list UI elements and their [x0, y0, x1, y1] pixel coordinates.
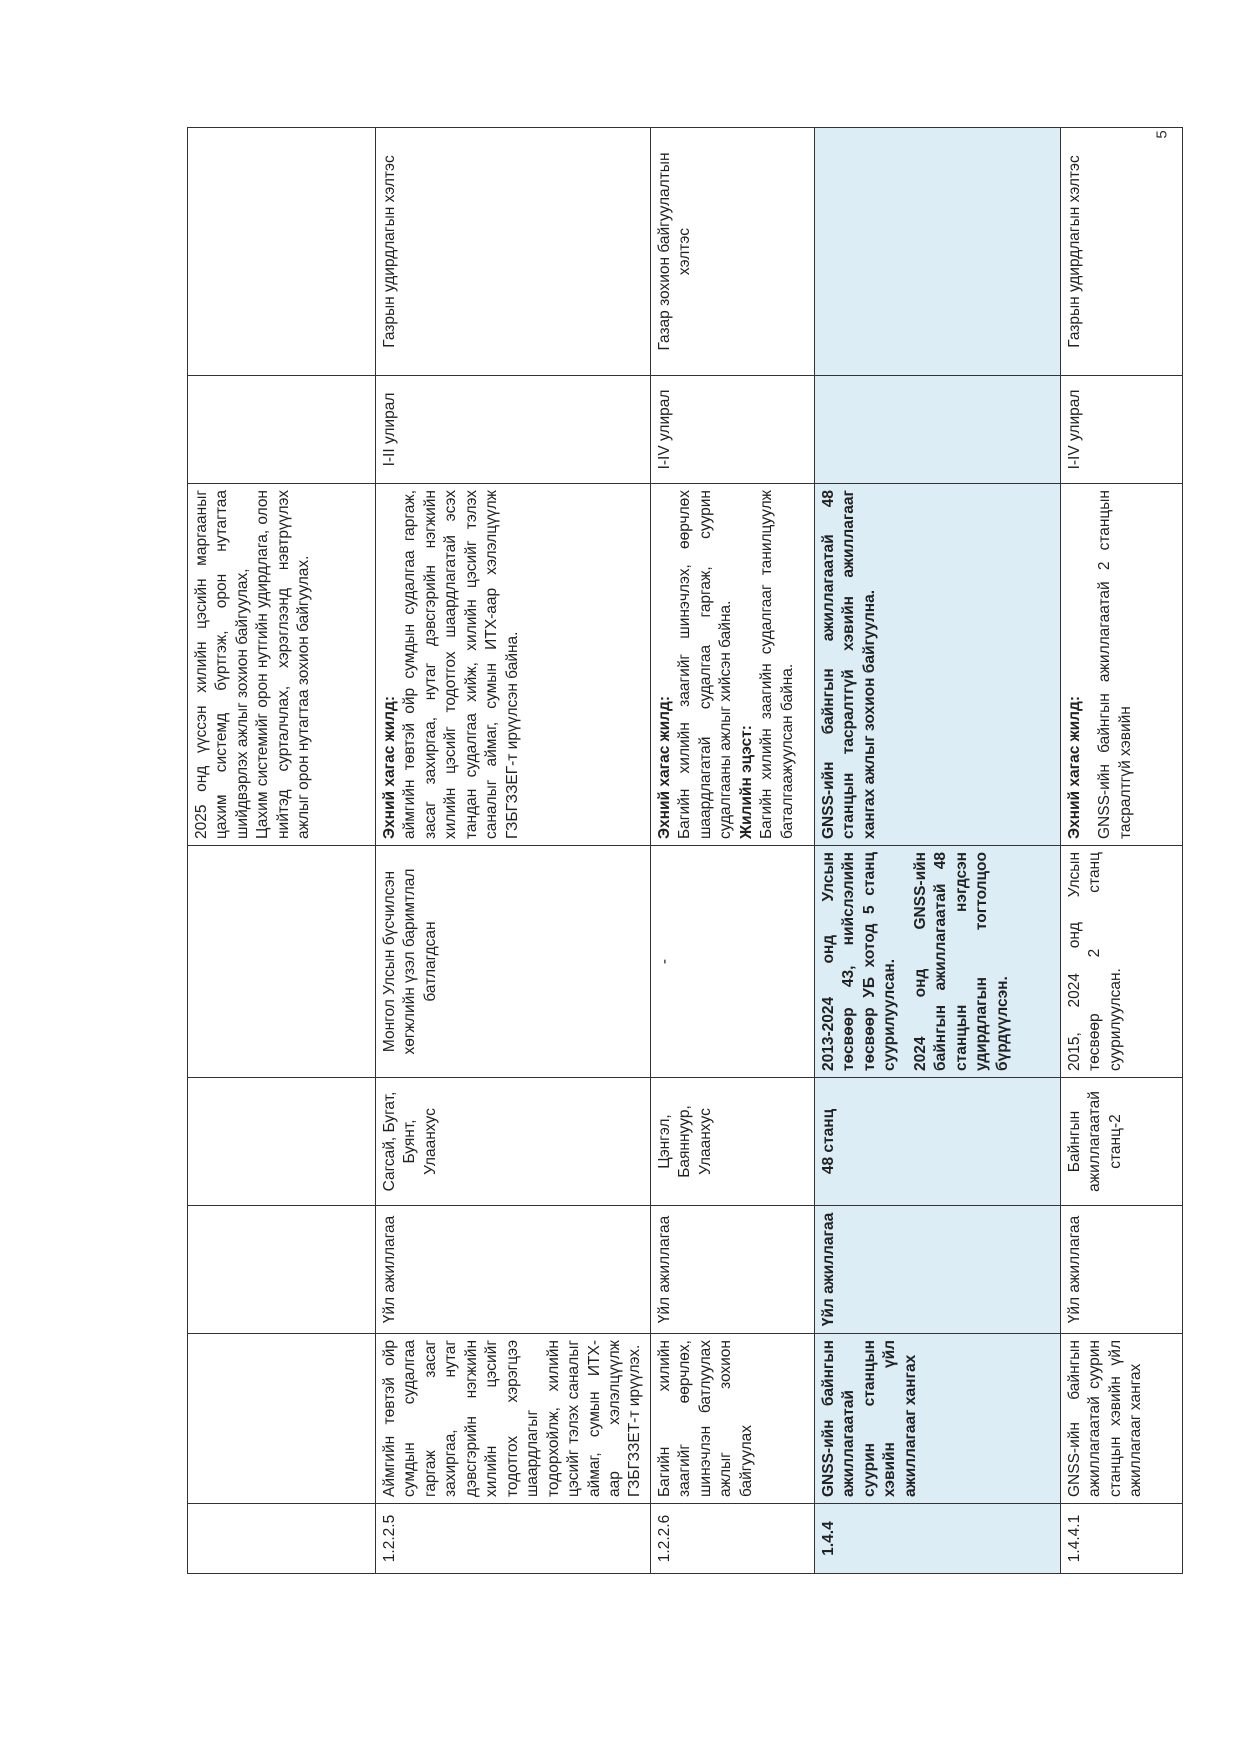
table-row [1060, 128, 1182, 1574]
rotated-page [187, 128, 1145, 1574]
cell-activity: GNSS-ийн байнгын ажиллагаатай суурин станцын хэвийн үйл ажиллагааг хангах [1060, 1334, 1182, 1504]
cell-activity: Аймгийн төвтэй ойр сумдын судалгаа гаргаж засаг захиргаа, нутаг дэвсгэрийн нэгжийн хилийн цэсийг тодотгох хэрэгцээ шаардлагыг тодорхойлж, хилийн цэсийг тэлэх саналыг аймаг, сумын ИТХ-аар хэлэлцүүлж ГЗБГЗЗЕТ-т ирүүлэх. [376, 1334, 651, 1504]
basis-text: 2024 онд GNSS-ийн байнгын ажиллагаатай 48 станцын нэгдсэн удирдлагын тогтолцоо бүрдүүлсэн. [911, 852, 1011, 1071]
cell-location: Цэнгэл, Баяннуур, Улаанхус [650, 1078, 814, 1206]
plan-text: Багийн хилийн заагийг шинэчлэх, өөрчлөх шаардлагатай судалгаа гаргаж, суурин судалгааны ажлыг хийсэн байна. [676, 490, 735, 839]
cell-period [188, 376, 376, 484]
cell-basis: 2015, 2024 онд Улсын төсвөөр 2 станц суурилуулсан. [1060, 846, 1182, 1078]
cell-responsible: Газар зохион байгуулалтын хэлтэс [650, 128, 814, 376]
cell-basis: Монгол Улсын бүсчилсэн хөгжлийн үзэл баримтлал батлагдсан [376, 846, 651, 1078]
plan-heading: Эхний хагас жилд: [381, 696, 398, 839]
cell-activity [188, 1334, 376, 1504]
cell-location: Байнгын ажиллагаатай станц-2 [1060, 1078, 1182, 1206]
table-row [188, 128, 376, 1574]
cell-responsible [814, 128, 1060, 376]
cell-activity: GNSS-ийн байнгын ажиллагаатай суурин станцын хэвийн үйл ажиллагааг хангах [814, 1334, 1060, 1504]
cell-code: 1.4.4 [814, 1504, 1060, 1574]
cell-location: Сагсай, Бугат, Буянт, Улаанхус [376, 1078, 651, 1206]
plan-text: Цахим системийг орон нутгийн удирдлага, олон нийтэд сурталчлах, хэрэглээнд нэвтрүүлэх ажлыг орон нутагтаа зохион байгуулах. [254, 490, 313, 839]
cell-responsible: Газрын удирдлагын хэлтэс [376, 128, 651, 376]
cell-responsible: Газрын удирдлагын хэлтэс [1060, 128, 1182, 376]
cell-period [814, 376, 1060, 484]
cell-period: I-II улирал [376, 376, 651, 484]
plan-heading: Эхний хагас жилд: [655, 696, 673, 839]
basis-text: 2013-2024 онд Улсын төсвөөр 43, нийслэлийн төсвөөр УБ хотод 5 станц суурилуулсан. [819, 852, 899, 1071]
cell-location [188, 1078, 376, 1206]
plan-heading: Жилийн эцэст: [737, 725, 755, 839]
plan-heading: Эхний хагас жилд: [1065, 696, 1083, 839]
table-row-highlighted [814, 128, 1060, 1574]
cell-basis: - [650, 846, 814, 1078]
cell-plan [650, 484, 814, 846]
plan-text: 2025 онд үүссэн хилийн цэсийн маргааныг цахим системд бүртгэж, орон нутагтаа шийдвэрлэх ажлыг зохион байгуулах, [193, 490, 251, 839]
cell-period: I-IV улирал [650, 376, 814, 484]
plan-text: аймгийн төвтэй ойр сумдын судалгаа гаргаж, засаг захиргаа, нутаг дэвсгэрийн нэгжийн хилийн цэсийг тодотгох шаардлагатай эсэх тандан судалгаа хийж, хилийн цэсийг тэлэх саналыг аймаг, сумын ИТХ-аар хэлэлцүүлж ГЗБГЗЗЕГ-т ирүүлсэн байна. [401, 490, 521, 839]
plan-text: Багийн хилийн заагийн судалгааг танилцуулж баталгаажуулсан байна. [758, 490, 796, 839]
cell-code [188, 1504, 376, 1574]
cell-basis [814, 846, 1060, 1078]
table-row [650, 128, 814, 1574]
cell-type: Үйл ажиллагаа [376, 1206, 651, 1334]
plan-text: GNSS-ийн байнгын ажиллагаатай 2 станцын тасралтгүй хэвийн [1096, 490, 1134, 839]
cell-code: 1.2.2.6 [650, 1504, 814, 1574]
page-number: 5 [1153, 130, 1171, 139]
cell-type: Үйл ажиллагаа [650, 1206, 814, 1334]
plan-text: GNSS-ийн байнгын ажиллагаатай 48 станцын тасралтгүй хэвийн ажиллагааг хангах ажлыг зохион байгуулна. [819, 490, 878, 839]
cell-plan [814, 484, 1060, 846]
cell-plan [376, 484, 651, 846]
cell-plan [1060, 484, 1182, 846]
cell-activity: Багийн хилийн заагийг өөрчлөх, шинэчлэн батлуулах ажлыг зохион байгуулах [650, 1334, 814, 1504]
cell-basis [188, 846, 376, 1078]
cell-plan [188, 484, 376, 846]
cell-location: 48 станц [814, 1078, 1060, 1206]
cell-type: Үйл ажиллагаа [814, 1206, 1060, 1334]
plan-table [187, 127, 1183, 1574]
cell-code: 1.4.4.1 [1060, 1504, 1182, 1574]
cell-type [188, 1206, 376, 1334]
cell-responsible [188, 128, 376, 376]
table-row [376, 128, 651, 1574]
cell-code: 1.2.2.5 [376, 1504, 651, 1574]
cell-period: I-IV улирал [1060, 376, 1182, 484]
cell-type: Үйл ажиллагаа [1060, 1206, 1182, 1334]
